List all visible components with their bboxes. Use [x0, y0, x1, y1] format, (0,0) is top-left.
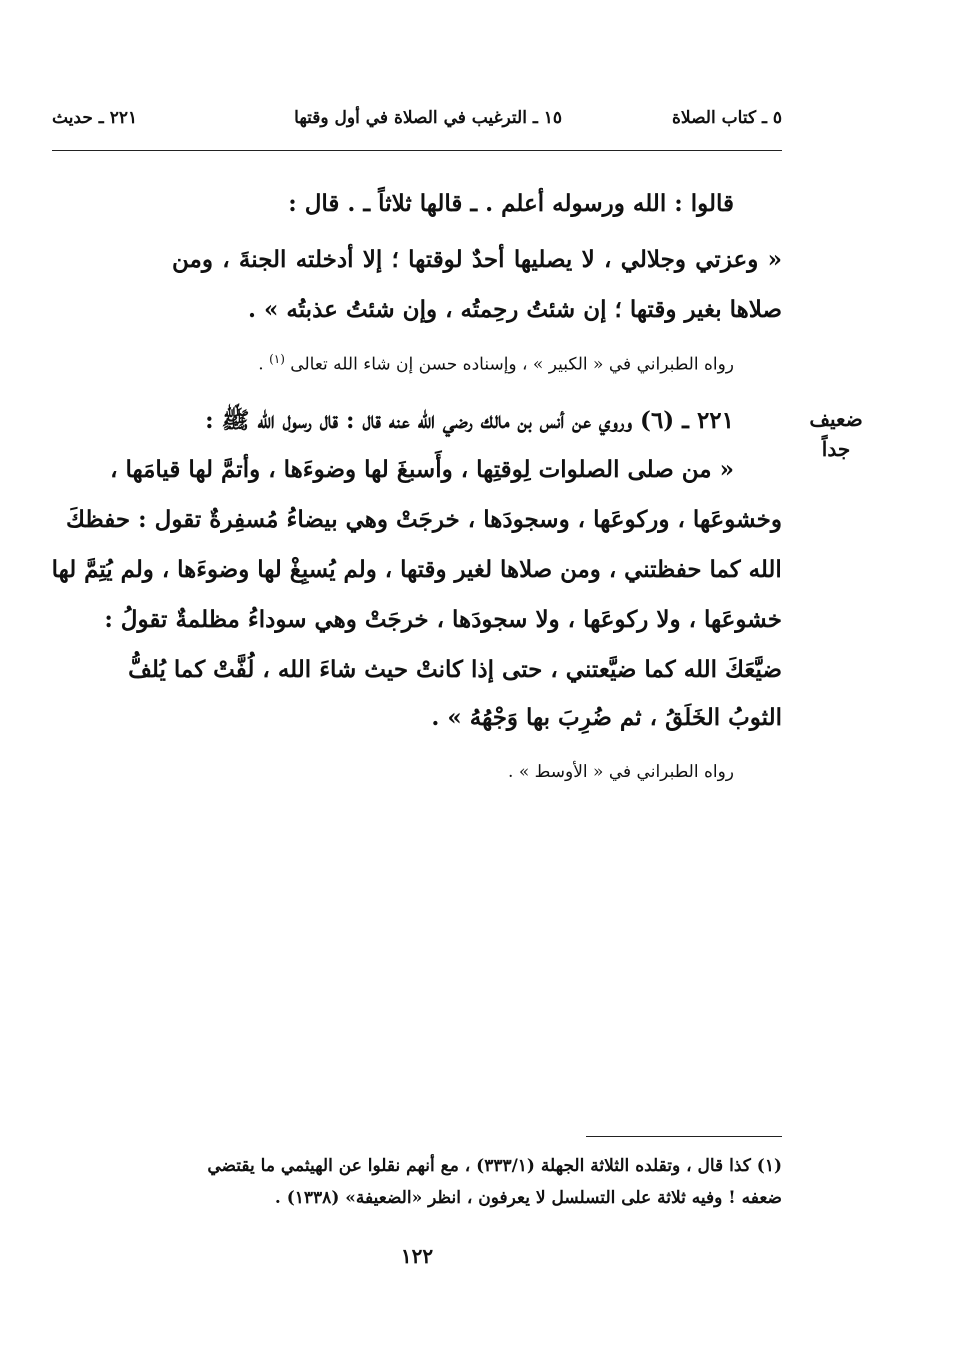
text-line: الله كما حفظتني ، ومن صلاها لغير وقتها ، ولم يُسبِغْ لها وضوءَها ، ولم يُتِمَّ لها: [51, 556, 782, 583]
source-text: رواه الطبراني في « الكبير » ، وإسناده حسن إن شاء الله تعالى: [290, 354, 734, 375]
source-citation: [258, 352, 734, 375]
text-line: خشوعَها ، ولا ركوعَها ، ولا سجودَها ، خرجَتْ وهي سوداءُ مظلمةٌ تقولُ :: [104, 606, 782, 633]
source-end: .: [258, 354, 264, 375]
footnote-line: (١) كذا قال ، وتقلده الثلاثة الجهلة (٣٣٣/١) ، مع أنهم نقلوا عن الهيثمي ما يقتضي: [207, 1156, 782, 1176]
text-line: قالوا : الله ورسوله أعلم . ـ قالها ثلاثاً ـ . قال :: [288, 190, 734, 217]
page-number: ١٢٢: [400, 1244, 434, 1268]
footnote-marker: (١): [269, 352, 285, 366]
text-line: « من صلى الصلوات لِوقتِها ، وأَسبغَ لها وضوءَها ، وأتمَّ لها قيامَها ،: [110, 456, 734, 483]
chapter-title: ٥ ـ كتاب الصلاة: [672, 108, 782, 128]
section-title: ١٥ ـ الترغيب في الصلاة في أول وقتها: [294, 108, 562, 128]
running-header: [52, 100, 782, 140]
hadith-heading: ٢٢١ ـ (٦) وروي عن أنس بن مالك رضي الله عنه قال : قال رسول الله ﷺ :: [205, 407, 734, 434]
footnote-line: ضعفه ! وفيه ثلاثة على التسلسل لا يعرفون ، انظر «الضعيفة» (١٣٣٨) .: [274, 1188, 782, 1208]
source-citation: رواه الطبراني في « الأوسط » .: [508, 762, 734, 782]
header-divider: [52, 150, 782, 151]
text-line: الثوبُ الخَلَقُ ، ثم ضُرِبَ بها وَجْهُهُ » .: [431, 704, 782, 731]
hadith-reference: ٢٢١ ـ حديث: [52, 108, 138, 128]
text-line: صلاها بغير وقتها ؛ إن شئتُ رحِمتُه ، وإن شئتُ عذبتُه » .: [248, 296, 782, 323]
text-line: « وعزتي وجلالي ، لا يصليها أحدٌ لوقتها ؛ إلا أدخلته الجنةَ ، ومن: [172, 246, 782, 273]
grade-label: ضعيف: [809, 407, 863, 431]
footnote-divider: [586, 1136, 782, 1137]
text-line: وخشوعَها ، وركوعَها ، وسجودَها ، خرجَتْ وهي بيضاءُ مُسفِرةٌ تقول : حفظكَ: [66, 506, 782, 533]
text-line: ضيَّعَكَ الله كما ضيَّعتني ، حتى إذا كانتْ حيث شاءَ الله ، لُفَّتْ كما يُلفُّ: [128, 656, 782, 683]
grade-note: [798, 404, 874, 464]
grade-label: جداً: [821, 437, 851, 461]
